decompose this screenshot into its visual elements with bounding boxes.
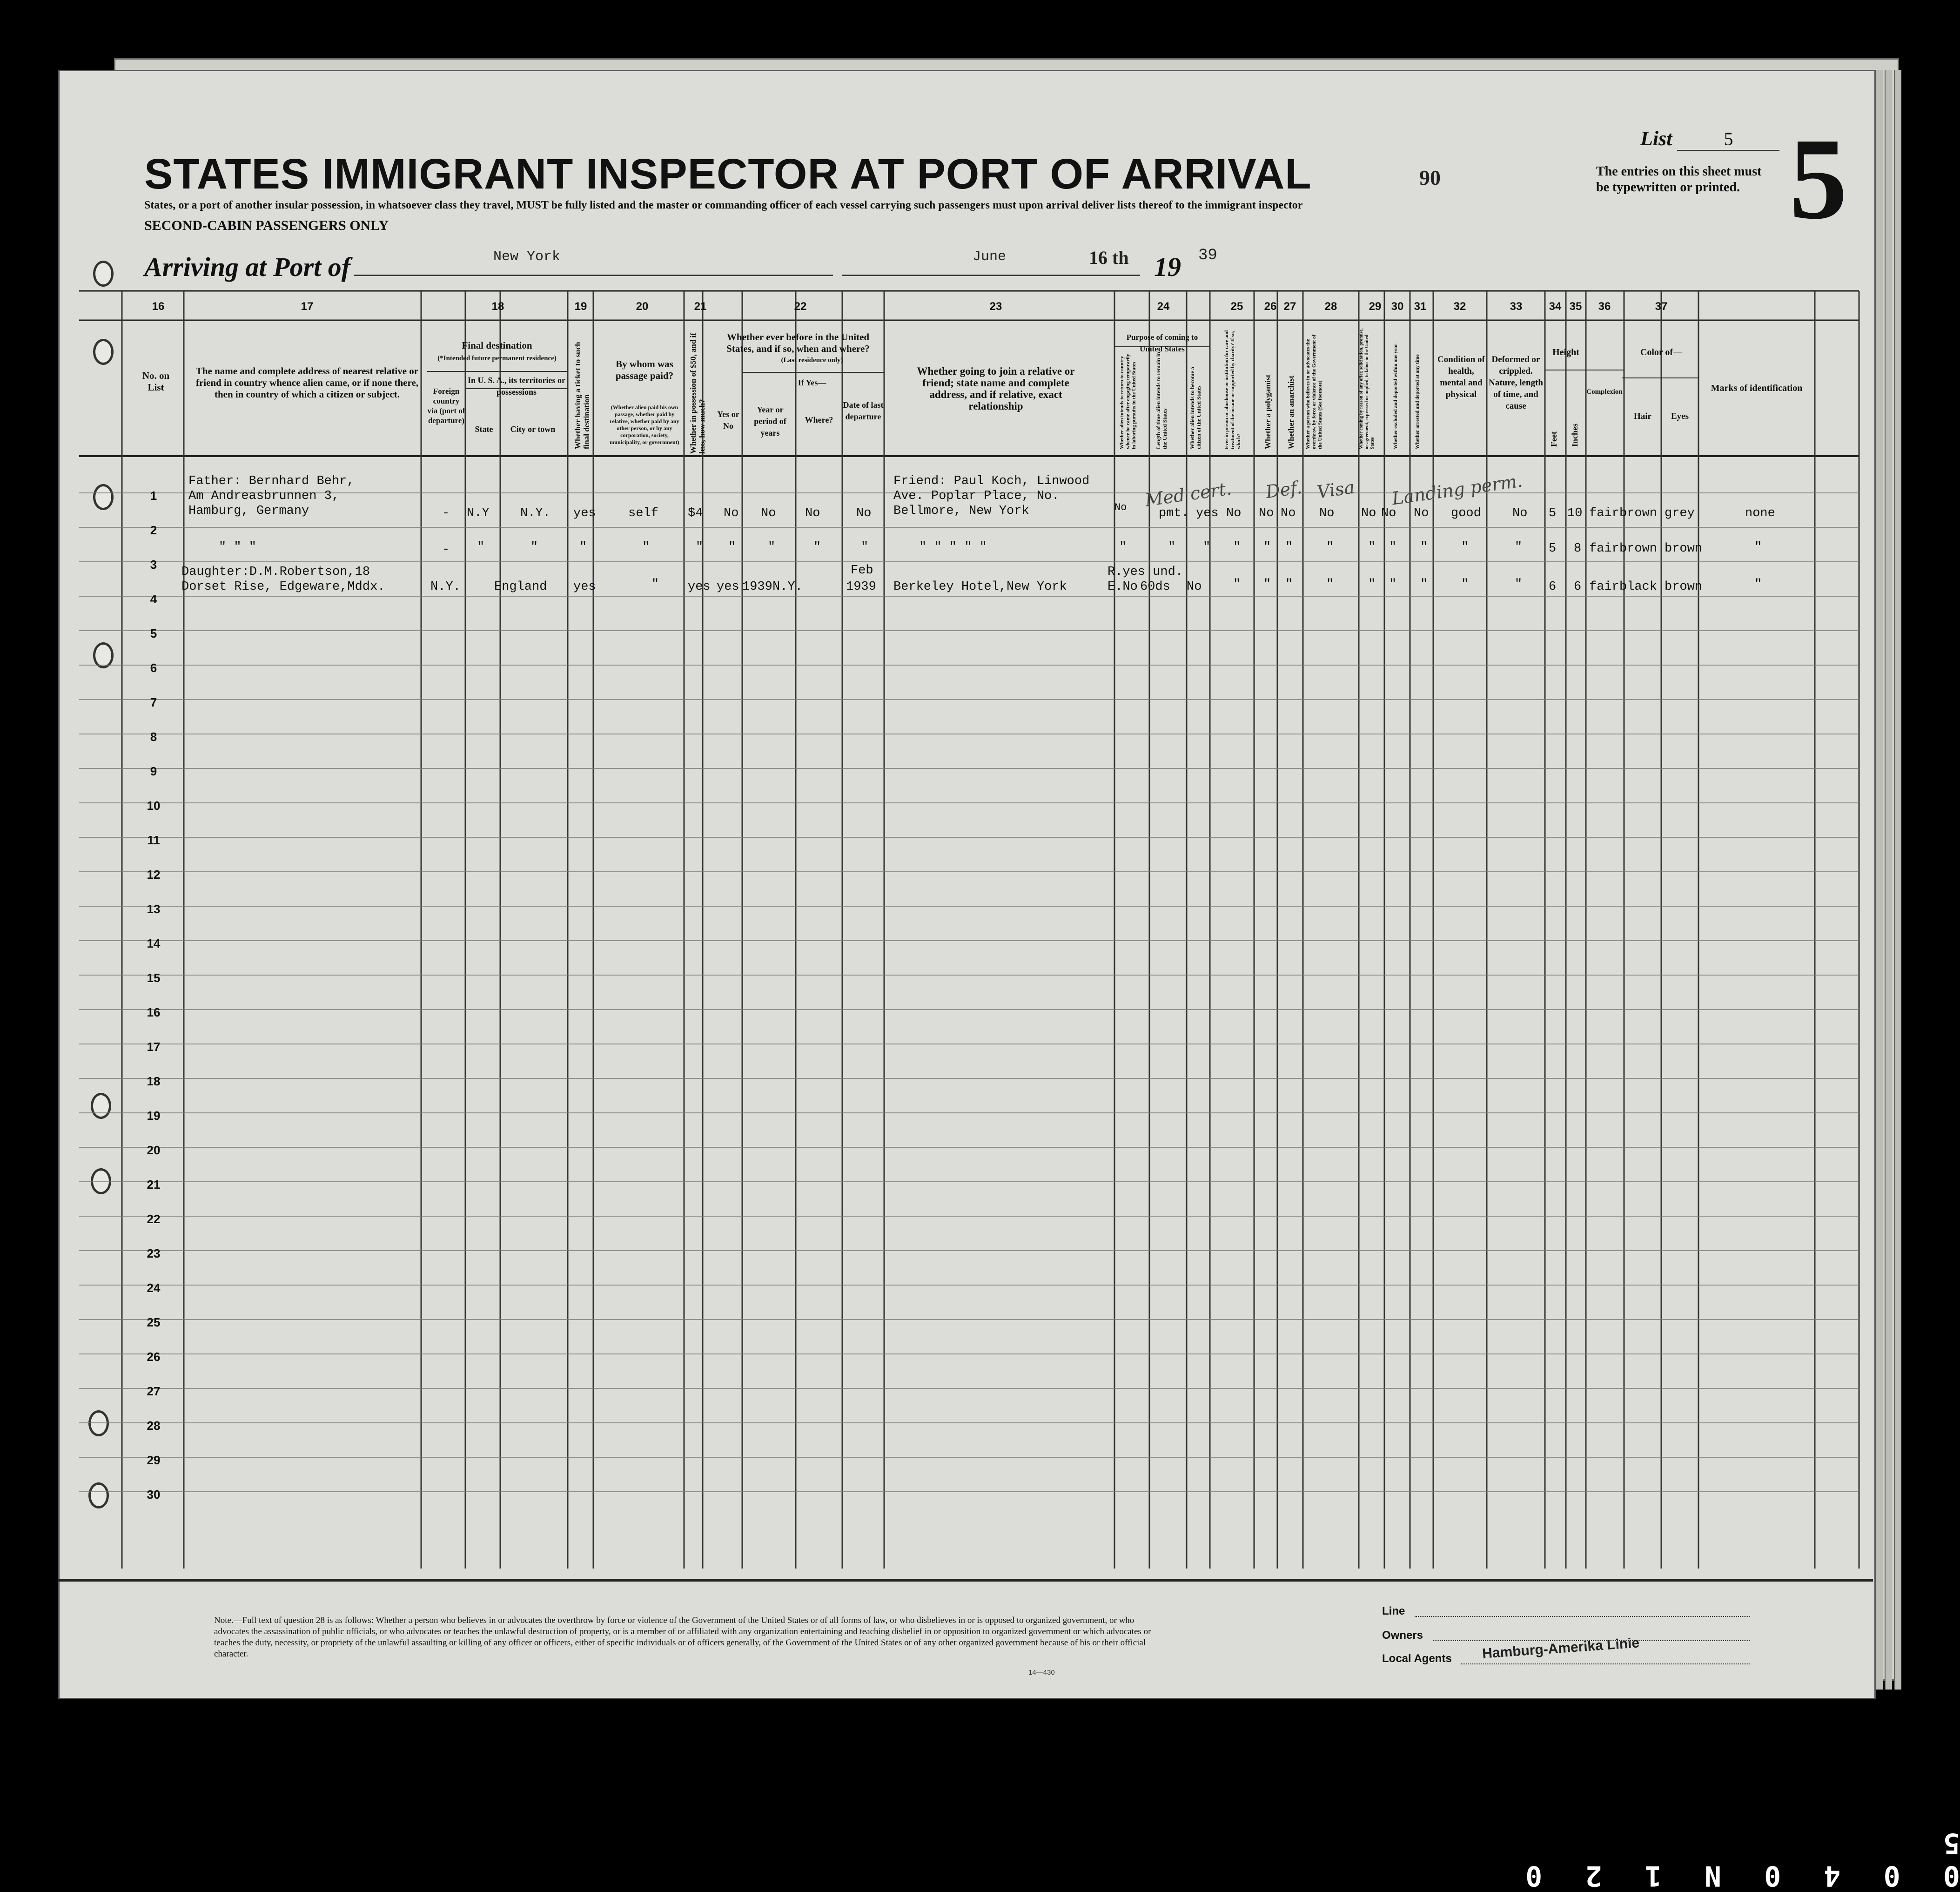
form-instructions: States, or a port of another insular possession, in whatsoever class they travel, MUST be fully listed and the master or commanding officer of each vessel carrying such passengers must upon arrival deliver lists thereof to the immigrant inspector <box>144 199 1303 211</box>
header-foreign-country: Foreign country via (port of departure) <box>427 387 465 425</box>
row3-excluded: " <box>1389 578 1397 592</box>
agents-stamp: Hamburg-Amerika Linie <box>1482 1635 1640 1662</box>
header-ticket: Whether having a ticket to such final destination <box>573 342 591 449</box>
row3-money: yes <box>688 580 711 594</box>
row3-polygamist: " <box>1263 578 1271 592</box>
row1-city: N.Y. <box>520 506 550 520</box>
footnote-question-28: Note.—Full text of question 28 is as follows: Whether a person who believes in or advocates the overthrow by force or violence of the Government of the United States or of all forms of law, or who disbelieves in or is opposed to organized government, or who advocates the assassination of public officials, or who advocates or teaches the unlawful destruction of property, or is a member of or affiliated with any organization entertaining and teaching disbelief in or opposition to organized government or which advocates or teaches the duty, necessity, or propriety of the unlawful assaulting or killing of any officer or officers, either of specific individuals or of officers generally, of the Government of the United States or of any other organized government because of his or their official character. <box>214 1616 1151 1659</box>
row2-paid: " <box>642 540 650 554</box>
row3-anarchist: " <box>1285 578 1293 592</box>
row-number: 14 <box>147 936 161 950</box>
row-number: 27 <box>147 1384 161 1398</box>
header-if-yes: If Yes— <box>798 378 826 387</box>
row1-relative-line1: Father: Bernhard Behr, <box>188 474 355 488</box>
column-number: 30 <box>1391 300 1404 313</box>
row2-state: " <box>477 540 485 554</box>
column-number: 18 <box>491 300 504 313</box>
row2-date: " <box>861 540 869 554</box>
column-number: 17 <box>301 300 314 313</box>
header-overthrow: Whether a person who believes in or advocates the overthrow by force or violence of the Government of the United States (See footnote) <box>1305 334 1323 449</box>
column-number: 34 <box>1549 300 1562 313</box>
row-number: 6 <box>150 661 157 675</box>
row1-hair: brown <box>1619 506 1658 520</box>
row1-paid: self <box>628 506 658 520</box>
row3-date-month: Feb <box>851 564 873 578</box>
column-number: 24 <box>1157 300 1170 313</box>
header-state: State <box>475 424 493 434</box>
row2-excluded: " <box>1389 540 1397 554</box>
row-number: 23 <box>147 1246 161 1260</box>
owners-label: Owners <box>1382 1629 1423 1642</box>
row3-purpose-citizen: No <box>1187 580 1202 594</box>
row3-hair: black <box>1619 580 1658 594</box>
row2-foreign: - <box>442 543 450 557</box>
row2-arrested: " <box>1420 540 1428 554</box>
row3-paid: " <box>651 578 659 592</box>
row1-joining-line1: Friend: Paul Koch, Linwood <box>893 474 1090 488</box>
row2-joining: " " " " " <box>919 540 987 554</box>
header-hair: Hair <box>1634 411 1651 421</box>
row1-excluded: No <box>1381 506 1396 520</box>
row-number: 29 <box>147 1453 161 1467</box>
row3-city: England <box>494 580 547 594</box>
row2-purpose-time: " <box>1168 540 1176 554</box>
column-number: 26 <box>1264 300 1277 313</box>
row1-health: good <box>1451 506 1481 520</box>
cabin-class: SECOND-CABIN PASSENGERS ONLY <box>144 218 389 233</box>
row1-relative-line2: Am Andreasbrunnen 3, <box>188 489 340 503</box>
row-number: 13 <box>147 902 161 916</box>
row2-purpose-citizen: " <box>1203 540 1211 554</box>
row-number: 1 <box>150 489 157 503</box>
form-number: 14—430 <box>1028 1669 1055 1677</box>
row2-money: " <box>696 540 704 554</box>
row-number: 30 <box>147 1488 161 1501</box>
row3-deformed: " <box>1515 578 1523 592</box>
row-number: 9 <box>150 764 157 778</box>
row1-ticket: yes <box>573 506 596 520</box>
column-number: 33 <box>1510 300 1523 313</box>
row1-joining-line2: Ave. Poplar Place, No. <box>893 489 1060 503</box>
row2-overthrow: " <box>1326 540 1334 554</box>
row3-where: N.Y. <box>772 580 803 594</box>
list-number: 5 <box>1677 128 1779 151</box>
row3-arrested: " <box>1420 578 1428 592</box>
header-purpose-return: Whether alien intends to return to country whence he came after engaging temporarily in laboring pursuits in the United States <box>1119 354 1137 449</box>
list-label-text: List <box>1640 127 1672 150</box>
row1-purpose-citizen: yes <box>1196 506 1219 520</box>
row1-joining-line3: Bellmore, New York <box>893 504 1029 518</box>
row3-complexion: fair <box>1589 580 1619 594</box>
header-purpose-citizen: Whether alien intends to become a citizen of the United States <box>1189 367 1202 449</box>
row1-overthrow: No <box>1319 506 1335 520</box>
handwritten-def: Def. <box>1264 477 1303 503</box>
row3-ticket: yes <box>573 580 596 594</box>
line-underline <box>1415 1616 1750 1617</box>
row-number: 8 <box>150 730 157 744</box>
header-final-destination-note: (*Intended future permanent residence) <box>437 355 557 362</box>
year-value: 39 <box>1198 247 1217 264</box>
header-paid: By whom was passage paid? <box>615 358 674 381</box>
row1-relative-line3: Hamburg, Germany <box>188 504 309 518</box>
header-yes-no: Yes or No <box>717 410 739 431</box>
header-anarchist: Whether an anarchist <box>1287 375 1295 449</box>
line-label: Line <box>1382 1605 1405 1617</box>
row2-eyes: brown <box>1665 542 1703 556</box>
row2-deformed: " <box>1515 540 1523 554</box>
row3-foreign: N.Y. <box>430 580 461 594</box>
row3-relative-line2: Dorset Rise, Edgeware,Mddx. <box>181 580 385 594</box>
column-number: 27 <box>1283 300 1296 313</box>
header-height: Height <box>1552 347 1579 357</box>
row1-year: No <box>761 506 776 520</box>
title-number: 90 <box>1419 166 1441 189</box>
row2-labor-offer: " <box>1368 540 1376 554</box>
agents-underline <box>1461 1663 1750 1664</box>
column-number: 32 <box>1453 300 1466 313</box>
header-paid-note: (Whether alien paid his own passage, whether paid by relative, whether paid by any other person, or by any corporation, society, municipality, or government) <box>610 404 679 445</box>
row1-eyes: grey <box>1665 506 1695 520</box>
handwritten-landing-perm: Landing perm. <box>1390 470 1524 509</box>
header-prison: Ever in prison or almshouse or institution for care and treatment of the insane or supported by charity? If so, which? <box>1224 330 1242 449</box>
row-number: 12 <box>147 868 161 882</box>
row1-where: No <box>805 506 820 520</box>
header-labor-offer: Whether coming by reason of any offer, solicitation, promise, or agreement, expressed or implied, to labor in the United States <box>1359 328 1375 449</box>
header-complexion: Complexion <box>1586 388 1623 396</box>
row2-marks: " <box>1754 540 1762 554</box>
row-number: 24 <box>147 1281 161 1295</box>
column-number: 28 <box>1324 300 1337 313</box>
header-inches: Inches <box>1570 423 1579 447</box>
row-number: 3 <box>150 558 157 572</box>
column-number: 19 <box>574 300 587 313</box>
column-number: 25 <box>1230 300 1243 313</box>
row1-foreign: - <box>442 506 450 520</box>
column-number: 16 <box>152 300 165 313</box>
column-number: 23 <box>989 300 1002 313</box>
header-eyes: Eyes <box>1671 411 1689 421</box>
row1-purpose-return: No <box>1114 502 1127 513</box>
row-number: 5 <box>150 626 157 640</box>
header-final-destination: Final destination <box>462 340 532 351</box>
row2-polygamist: " <box>1263 540 1271 554</box>
row1-deformed: No <box>1512 506 1528 520</box>
day-value: 16 th <box>1089 247 1129 268</box>
header-purpose: Purpose of coming to United States <box>1126 333 1198 353</box>
column-number: 35 <box>1569 300 1582 313</box>
column-number: 37 <box>1655 300 1668 313</box>
row-number: 4 <box>150 592 157 606</box>
header-no-on-list: No. on List <box>142 370 170 393</box>
row3-labor-offer: " <box>1368 578 1376 592</box>
row1-purpose-time: pmt. <box>1159 506 1189 520</box>
row3-marks: " <box>1754 578 1762 592</box>
row1-complexion: fair <box>1589 506 1619 520</box>
row1-money: $4 <box>688 506 703 520</box>
row2-health: " <box>1461 540 1469 554</box>
header-marks: Marks of identification <box>1711 383 1803 393</box>
film-frame-code: 0 0 4 0 N 1 2 0 5 <box>1512 1827 1960 1892</box>
row-number: 28 <box>147 1419 161 1433</box>
handwritten-med-cert: Med cert. <box>1143 478 1233 511</box>
header-money: Whether in possession of $50, and if less, how much? <box>689 333 706 454</box>
row-number: 10 <box>147 799 161 813</box>
header-deformed: Deformed or crippled. Nature, length of time, and cause <box>1489 355 1543 411</box>
row3-eyes: brown <box>1665 580 1703 594</box>
column-number: 36 <box>1598 300 1611 313</box>
row-number: 2 <box>150 523 157 537</box>
row-number: 16 <box>147 1005 161 1019</box>
arriving-label: Arriving at Port of <box>144 252 351 282</box>
row3-purpose-note: R.yes und. <box>1108 565 1183 579</box>
column-number: 31 <box>1414 300 1427 313</box>
row-number: 26 <box>147 1350 161 1364</box>
row-number: 7 <box>150 695 157 709</box>
row3-overthrow: " <box>1326 578 1334 592</box>
row1-date: No <box>856 506 872 520</box>
row1-inches: 10 <box>1567 506 1583 520</box>
port-value: New York <box>493 249 561 265</box>
header-before: Whether ever before in the United States, and if so, when and where? <box>726 331 870 354</box>
row2-city: " <box>530 540 538 554</box>
row2-feet: 5 <box>1549 542 1557 556</box>
column-number: 21 <box>694 300 707 313</box>
row-number: 15 <box>147 971 161 985</box>
row1-marks: none <box>1745 506 1775 520</box>
column-number: 22 <box>794 300 807 313</box>
header-health: Condition of health, mental and physical <box>1437 355 1485 399</box>
row3-joining: Berkeley Hotel,New York <box>893 580 1067 594</box>
row3-year: 1939 <box>742 580 772 594</box>
header-joining: Whether going to join a relative or friend; state name and complete address, and if relative, exact relationship <box>917 365 1075 412</box>
month-value: June <box>973 249 1007 265</box>
handwritten-visa: Visa <box>1316 477 1356 503</box>
row3-relative-line1: Daughter:D.M.Robertson,18 <box>181 565 370 579</box>
row1-anarchist: No <box>1281 506 1296 520</box>
row3-feet: 6 <box>1549 580 1557 594</box>
row-number: 20 <box>147 1143 161 1157</box>
row3-before: yes <box>717 580 739 594</box>
row-number: 18 <box>147 1074 161 1088</box>
year-prefix: 19 <box>1154 252 1181 282</box>
row-number: 21 <box>147 1178 161 1192</box>
header-arrested: Whether arrested and deported at any time <box>1415 354 1420 449</box>
row2-hair: brown <box>1619 542 1658 556</box>
row1-labor-offer: No <box>1361 506 1376 520</box>
header-date-departure: Date of last departure <box>843 400 884 421</box>
header-purpose-time: Length of time alien intends to remain in the United States <box>1155 352 1168 449</box>
row-number: 11 <box>147 833 160 847</box>
row1-polygamist: No <box>1259 506 1274 520</box>
row3-purpose-time: 60ds <box>1140 580 1170 594</box>
header-usa: In U. S. A., its territories or possessions <box>468 376 565 397</box>
row3-inches: 6 <box>1574 580 1582 594</box>
column-number: 20 <box>636 300 649 313</box>
header-color-of: Color of— <box>1640 347 1683 357</box>
row3-purpose-return: E.No <box>1108 580 1138 594</box>
header-city: City or town <box>510 424 556 434</box>
row2-where: " <box>813 540 821 554</box>
column-number: 29 <box>1369 300 1382 313</box>
agents-label: Local Agents <box>1382 1652 1452 1665</box>
row2-ticket: " <box>579 540 587 554</box>
typewritten-note: The entries on this sheet must be typewritten or printed. <box>1596 164 1762 195</box>
row-number: 25 <box>147 1315 161 1329</box>
row-number: 22 <box>147 1212 161 1226</box>
row1-state: N.Y <box>467 506 490 520</box>
row2-inches: 8 <box>1574 542 1582 556</box>
row2-before: " <box>728 540 736 554</box>
header-feet: Feet <box>1549 431 1558 447</box>
row1-prison: No <box>1226 506 1242 520</box>
row2-complexion: fair <box>1589 542 1619 556</box>
row2-prison: " <box>1233 540 1241 554</box>
row-number: 17 <box>147 1040 161 1054</box>
header-polygamist: Whether a polygamist <box>1263 374 1272 449</box>
header-relative: The name and complete address of nearest relative or friend in country whence alien came, or if none there, then in country of which a citizen or subject. <box>195 365 419 400</box>
row1-before: No <box>724 506 739 520</box>
row3-prison: " <box>1233 578 1241 592</box>
row2-relative: " " " <box>219 540 257 554</box>
row2-purpose-return: " <box>1119 540 1127 554</box>
row-number: 19 <box>147 1109 161 1123</box>
row1-feet: 5 <box>1549 506 1557 520</box>
row2-anarchist: " <box>1285 540 1293 554</box>
row3-date: 1939 <box>846 580 876 594</box>
sheet-number: 5 <box>1789 114 1847 243</box>
row2-year: " <box>768 540 776 554</box>
header-year-period: Year or period of years <box>754 405 786 438</box>
page-title: STATES IMMIGRANT INSPECTOR AT PORT OF ARRIVAL <box>144 150 1312 198</box>
header-before-note: (Last residence only) <box>781 357 843 364</box>
header-where: Where? <box>805 415 833 424</box>
header-excluded: Whether excluded and deported within one year <box>1393 343 1398 449</box>
row1-arrested: No <box>1414 506 1429 520</box>
row3-health: " <box>1461 578 1469 592</box>
